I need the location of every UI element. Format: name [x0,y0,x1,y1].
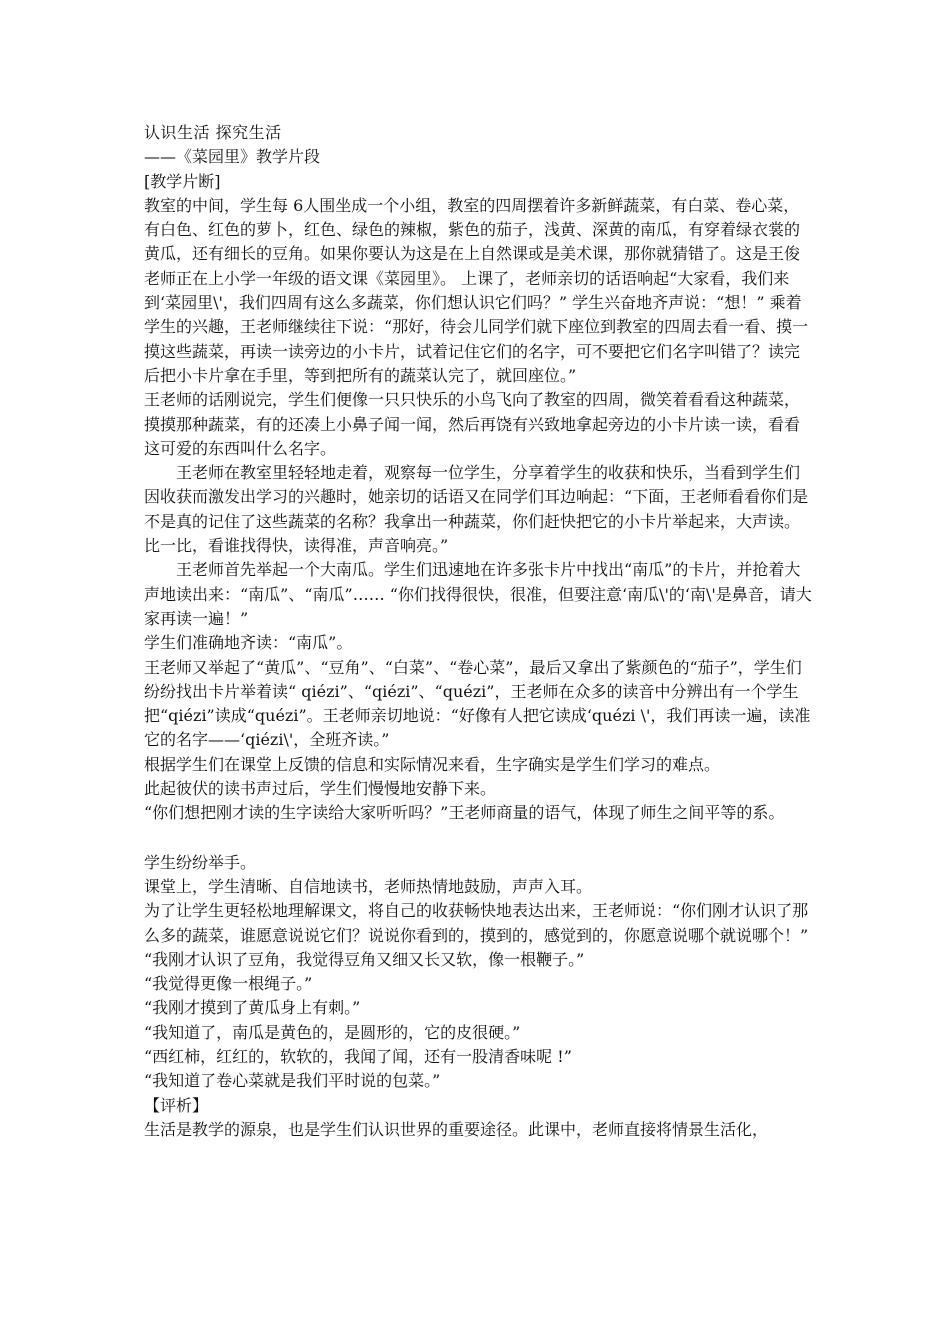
paragraph: “你们想把刚才读的生字读给大家听听吗？”王老师商量的语气，体现了师生之间平等的系。 [144,803,785,823]
student-quote: “西红柿，红红的，软软的，我闻了闻，还有一股清香味呢 !” [144,1046,572,1066]
student-quote: “我知道了卷心菜就是我们平时说的包菜。” [144,1071,441,1091]
blank-line [144,826,814,851]
document-title: 认识生活 探究生活 [144,123,282,142]
section-heading-teaching: [教学片断] [144,171,221,191]
student-quote: “我知道了，南瓜是黄色的，是圆形的，它的皮很硬。” [144,1022,521,1042]
paragraph: 根据学生们在课堂上反馈的信息和实际情况来看，生字确实是学生们学习的难点。 [144,754,721,774]
document-body [144,121,814,1142]
paragraph: 此起彼伏的读书声过后，学生们慢慢地安静下来。 [144,779,497,799]
paragraph: 生活是教学的源泉，也是学生们认识世界的重要途径。此课中，老师直接将情景生活化， [144,1119,769,1139]
paragraph: 王老师首先举起一个大南瓜。学生们迅速地在许多张卡片中找出“南瓜”的卡片，并抢着大声地读出来：“南瓜”、“南瓜”…… “你们找得很快，很准，但要注意‘南瓜\'的‘南\'是鼻音，请大家再读一遍！” [144,560,812,628]
section-heading-analysis: 【评析】 [144,1095,209,1115]
paragraph: 王老师的话刚说完，学生们便像一只只快乐的小鸟飞向了教室的四周，微笑着看看这种蔬菜，摸摸那种蔬菜，有的还凑上小鼻子闻一闻，然后再饶有兴致地拿起旁边的小卡片读一读，看看这可爱的东西叫什么名字。 [144,390,801,458]
student-quote: “我刚才摸到了黄瓜身上有刺。” [144,998,361,1018]
paragraph: 为了让学生更轻松地理解课文，将自己的收获畅快地表达出来，王老师说：“你们刚才认识了那么多的蔬菜，谁愿意说说它们？说说你看到的，摸到的，感觉到的，你愿意说哪个就说哪个！” [144,901,809,945]
paragraph: 学生纷纷举手。 [144,852,257,872]
paragraph: 课堂上，学生清晰、自信地读书，老师热情地鼓励，声声入耳。 [144,876,593,896]
paragraph: 王老师在教室里轻轻地走着，观察每一位学生，分享着学生的收获和快乐，当看到学生们因收获而激发出学习的兴趣时，她亲切的话语又在同学们耳边响起：“下面，王老师看看你们是不是真的记住了这些蔬菜的名称？我拿出一种蔬菜，你们赶快把它的小卡片举起来，大声读。比一比，看谁找得快，读得准，声音响亮。” [144,463,809,556]
paragraph: 学生们准确地齐读：“南瓜”。 [144,633,353,653]
student-quote: “我刚才认识了豆角，我觉得豆角又细又长又软，像一根鞭子。” [144,949,585,969]
student-quote: “我觉得更像一根绳子。” [144,974,313,994]
paragraph: 教室的中间，学生每 6人围坐成一个小组，教室的四周摆着许多新鲜蔬菜，有白菜、卷心菜，有白色、红色的萝卜，红色、绿色的辣椒，紫色的茄子，浅黄、深黄的南瓜，有穿着绿衣裳的黄瓜，还有细长的豆角。如果你要认为这是在上自然课或是美术课，那你就猜错了。这是王俊老师正在上小学一年级的语文课《菜园里》。 上课了，老师亲切的话语响起“大家看，我们来到‘菜园里\'，我们四周有这么多蔬菜，你们想认识它们吗？” 学生兴奋地齐声说：“想！” 乘着学生的兴趣，王老师继续往下说：“那好，待会儿同学们就下座位到教室的四周去看一看、摸一摸这些蔬菜，再读一读旁边的小卡片，试着记住它们的名字，可不要把它们名字叫错了？读完后把小卡片拿在手里，等到把所有的蔬菜认完了，就回座位。” [144,195,809,385]
paragraph: 王老师又举起了“黄瓜”、“豆角”、“白菜”、“卷心菜”，最后又拿出了紫颜色的“茄子”，学生们纷纷找出卡片举着读“ qiézi”、“qiézi”、“quézi”，王老师在众多的读音中分辨出有一个学生把“qiézi”读成“quézi”。王老师亲切地说：“好像有人把它读成‘quézi \'，我们再读一遍，读准它的名字——‘qiézi\'，全班齐读。” [144,657,811,750]
document-subtitle: ——《菜园里》教学片段 [144,147,321,167]
